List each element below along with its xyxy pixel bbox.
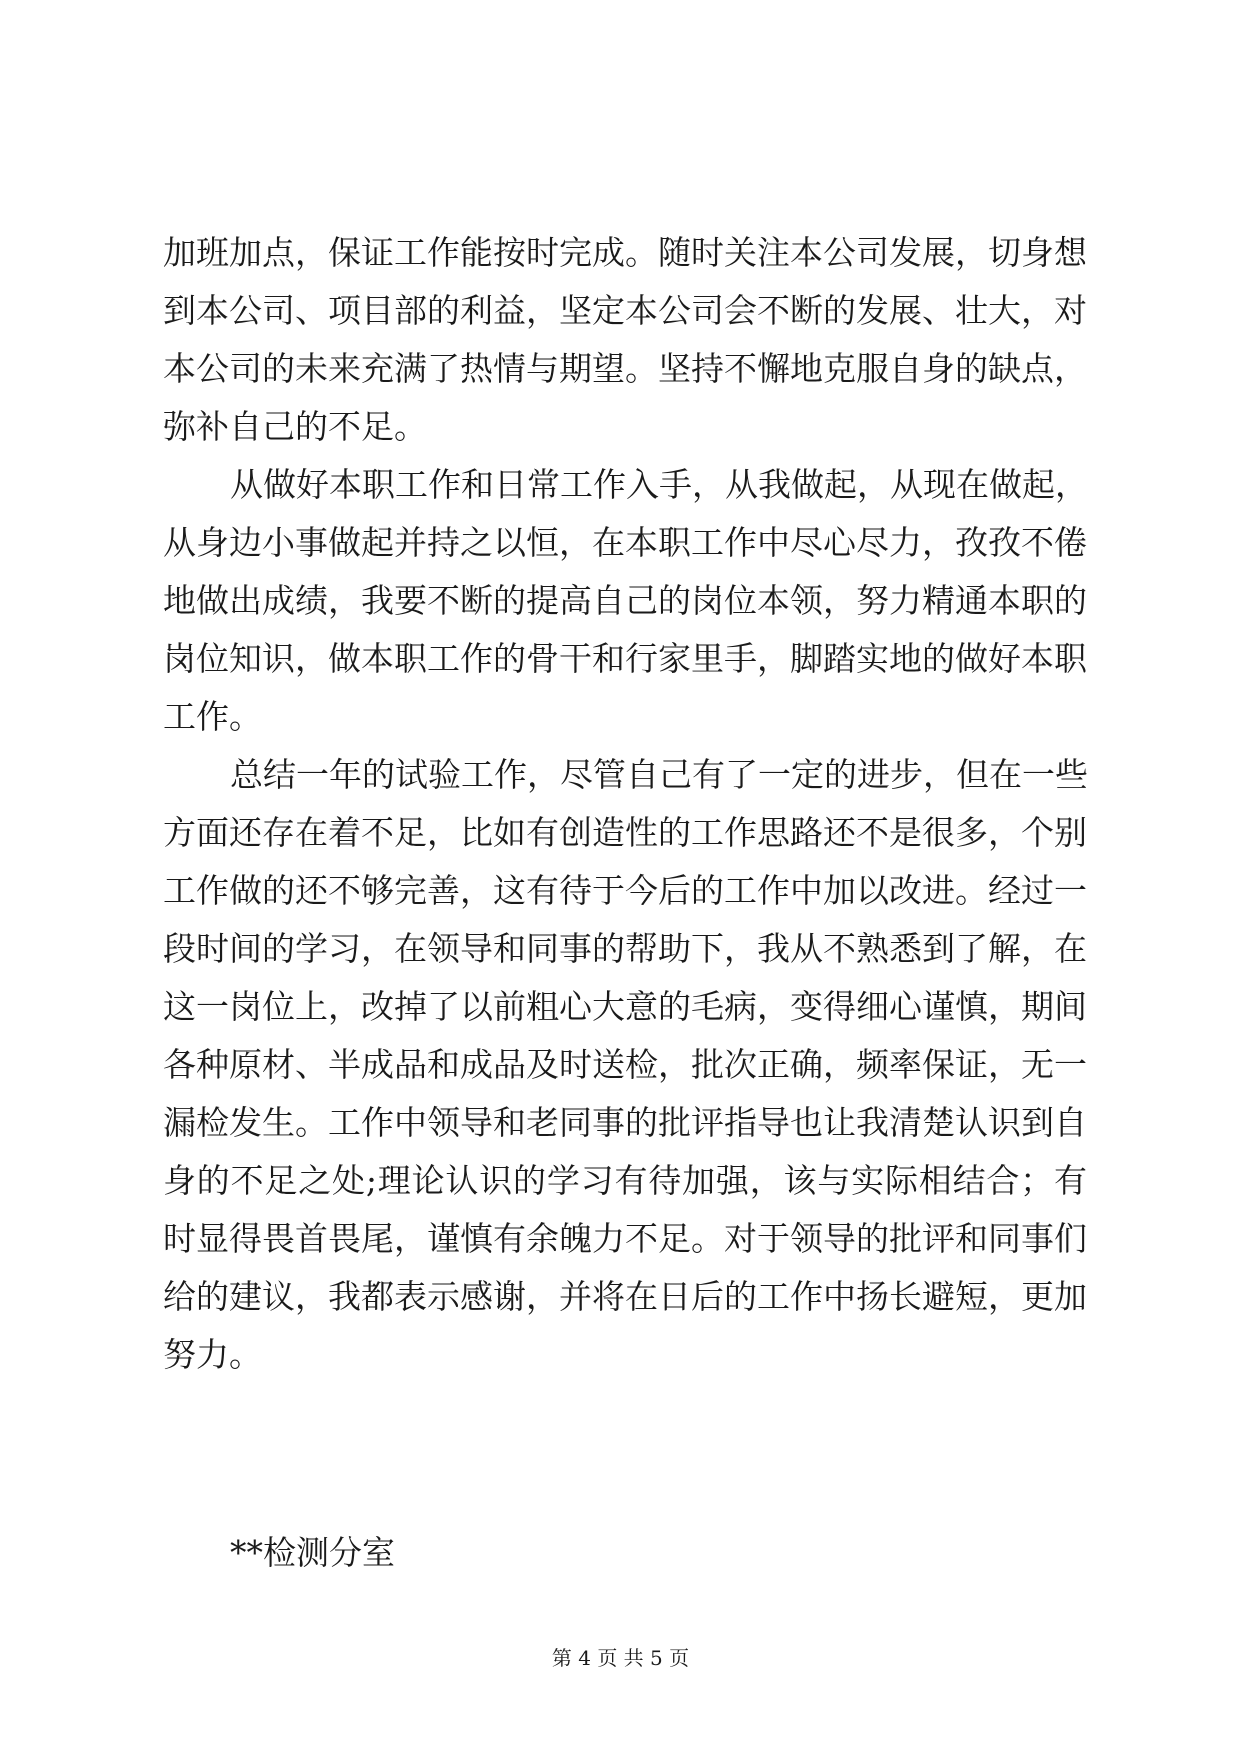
text-line: 工作做的还不够完善，这有待于今后的工作中加以改进。经过一 bbox=[163, 871, 1087, 910]
text-line: 从身边小事做起并持之以恒，在本职工作中尽心尽力，孜孜不倦 bbox=[163, 523, 1087, 562]
text-line: 从做好本职工作和日常工作入手，从我做起，从现在做起， bbox=[230, 465, 1088, 504]
text-line: 时显得畏首畏尾，谨慎有余魄力不足。对于领导的批评和同事们 bbox=[163, 1219, 1087, 1258]
text-line: 方面还存在着不足，比如有创造性的工作思路还不是很多，个别 bbox=[163, 813, 1087, 852]
text-line: 段时间的学习，在领导和同事的帮助下，我从不熟悉到了解，在 bbox=[163, 929, 1087, 968]
text-line: 弥补自己的不足。 bbox=[163, 407, 427, 446]
document-body bbox=[163, 224, 1087, 1384]
paragraph bbox=[163, 224, 1087, 456]
text-line: 给的建议，我都表示感谢，并将在日后的工作中扬长避短，更加 bbox=[163, 1277, 1087, 1316]
text-line: 漏检发生。工作中领导和老同事的批评指导也让我清楚认识到自 bbox=[163, 1103, 1087, 1142]
text-line: 本公司的未来充满了热情与期望。坚持不懈地克服自身的缺点， bbox=[163, 349, 1087, 388]
text-line: 这一岗位上，改掉了以前粗心大意的毛病，变得细心谨慎，期间 bbox=[163, 987, 1087, 1026]
paragraph bbox=[163, 746, 1087, 1384]
text-line: 工作。 bbox=[163, 697, 262, 736]
text-line: 加班加点，保证工作能按时完成。随时关注本公司发展，切身想 bbox=[163, 233, 1087, 272]
text-line: 总结一年的试验工作，尽管自己有了一定的进步，但在一些 bbox=[230, 755, 1088, 794]
text-line: 各种原材、半成品和成品及时送检，批次正确，频率保证，无一 bbox=[163, 1045, 1087, 1084]
paragraph bbox=[163, 456, 1087, 746]
signature-line: **检测分室 bbox=[230, 1533, 395, 1572]
text-line: 到本公司、项目部的利益，坚定本公司会不断的发展、壮大，对 bbox=[163, 291, 1087, 330]
text-line: 身的不足之处;理论认识的学习有待加强，该与实际相结合；有 bbox=[163, 1161, 1087, 1200]
text-line: 努力。 bbox=[163, 1335, 262, 1374]
page-footer: 第 4 页 共 5 页 bbox=[551, 1646, 690, 1670]
text-line: 岗位知识，做本职工作的骨干和行家里手，脚踏实地的做好本职 bbox=[163, 639, 1087, 678]
text-line: 地做出成绩，我要不断的提高自己的岗位本领，努力精通本职的 bbox=[163, 581, 1087, 620]
